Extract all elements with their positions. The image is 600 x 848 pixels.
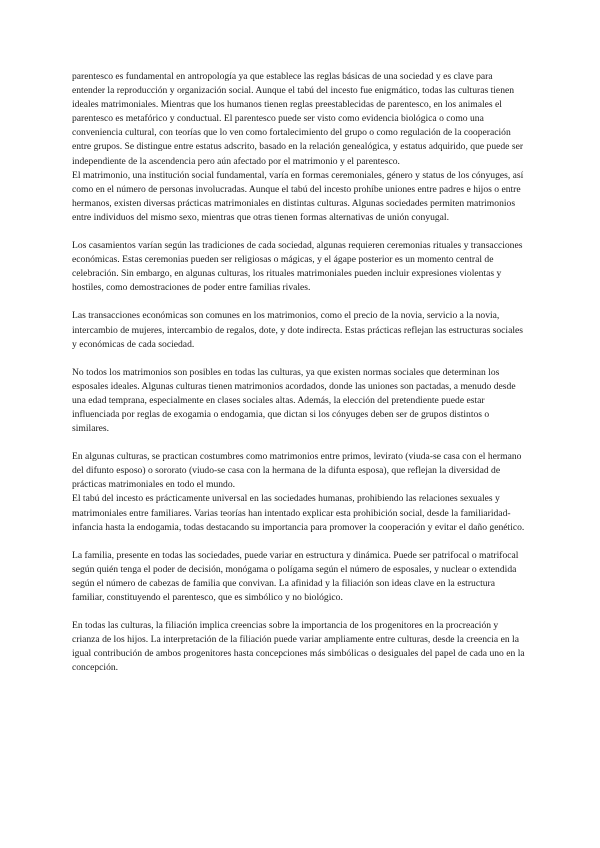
document-body — [72, 70, 528, 675]
paragraph-spacer — [72, 225, 528, 239]
paragraph-spacer — [72, 352, 528, 366]
paragraph-economic-transactions: Las transacciones económicas son comunes en los matrimonios, como el precio de la novia, servicio a la novia, intercambio de mujeres, intercambio de regalos, dote, y dote indirecta. Estas prácticas reflejan las estructuras sociales y económicas de cada sociedad. — [72, 310, 523, 350]
paragraph-levirate-sororate: En algunas culturas, se practican costumbres como matrimonios entre primos, levirato (viuda-se casa con el hermano del difunto esposo) o sororato (viudo-se casa con la hermana de la difunta esposa), que reflejan la diversidad de prácticas matrimoniales en todo el mundo. — [72, 451, 522, 491]
paragraph-spacer — [72, 295, 528, 309]
paragraph-spacer — [72, 605, 528, 619]
paragraph-filiation: En todas las culturas, la filiación implica creencias sobre la importancia de los progenitores en la procreación y crianza de los hijos. La interpretación de la filiación puede variar ampliamente entre culturas, desde la creencia en la igual contribución de ambos progenitores hasta concepciones más simbólicas o desiguales del papel de cada uno en la concepción. — [72, 620, 525, 674]
paragraph-marriage: El matrimonio, una institución social fundamental, varía en formas ceremoniales, género y status de los cónyuges, así como en el número de personas involucradas. Aunque el tabú del incesto prohíbe uniones entre padres e hijos o entre hermanos, existen diversas prácticas matrimoniales en distintas culturas. Algunas sociedades permiten matrimonios entre individuos del mismo sexo, mientras que otras tienen formas alternativas de unión conyugal. — [72, 169, 524, 223]
paragraph-spacer — [72, 436, 528, 450]
paragraph-kinship: parentesco es fundamental en antropología ya que establece las reglas básicas de una sociedad y es clave para entender la reproducción y organización social. Aunque el tabú del incesto fue enigmático, todas las culturas tienen ideales matrimoniales. Mientras que los humanos tienen reglas preestablecidas de parentesco, en los animales el parentesco es metafórico y conductual. El parentesco puede ser visto como evidencia biológica o como una conveniencia cultural, con teorías que lo ven como fortalecimiento del grupo o como regulación de la cooperación entre grupos. Se distingue entre estatus adscrito, basado en la relación genealógica, y estatus adquirido, que puede ser independiente de la ascendencia pero aún afectado por el matrimonio y el parentesco. — [72, 71, 524, 167]
paragraph-family: La familia, presente en todas las sociedades, puede variar en estructura y dinámica. Puede ser patrifocal o matrifocal según quién tenga el poder de decisión, monógama o polígama según el número de esposales, y nuclear o extendida según el número de cabezas de familia que convivan. La afinidad y la filiación son ideas clave en la estructura familiar, constituyendo el parentesco, que es simbólico y no biológico. — [72, 549, 519, 603]
paragraph-weddings: Los casamientos varían según las tradiciones de cada sociedad, algunas requieren ceremonias rituales y transacciones económicas. Estas ceremonias pueden ser religiosas o mágicas, y el ágape posterior es un momento central de celebración. Sin embargo, en algunas culturas, los rituales matrimoniales pueden incluir expresiones violentas y hostiles, como demostraciones de poder entre familias rivales. — [72, 240, 523, 294]
paragraph-marriage-norms: No todos los matrimonios son posibles en todas las culturas, ya que existen normas sociales que determinan los esposales ideales. Algunas culturas tienen matrimonios acordados, donde las uniones son pactadas, a menudo desde una edad temprana, especialmente en clases sociales altas. Además, la elección del pretendiente puede estar influenciada por reglas de exogamia o endogamia, que dictan si los cónyuges deben ser de grupos distintos o similares. — [72, 366, 516, 435]
paragraph-spacer — [72, 535, 528, 549]
paragraph-incest-taboo: El tabú del incesto es prácticamente universal en las sociedades humanas, prohibiendo las relaciones sexuales y matrimoniales entre familiares. Varias teorías han intentado explicar esta prohibición social, desde la familiaridad-infancia hasta la endogamia, todas destacando su importancia para promover la cooperación y evitar el daño genético. — [72, 493, 525, 533]
